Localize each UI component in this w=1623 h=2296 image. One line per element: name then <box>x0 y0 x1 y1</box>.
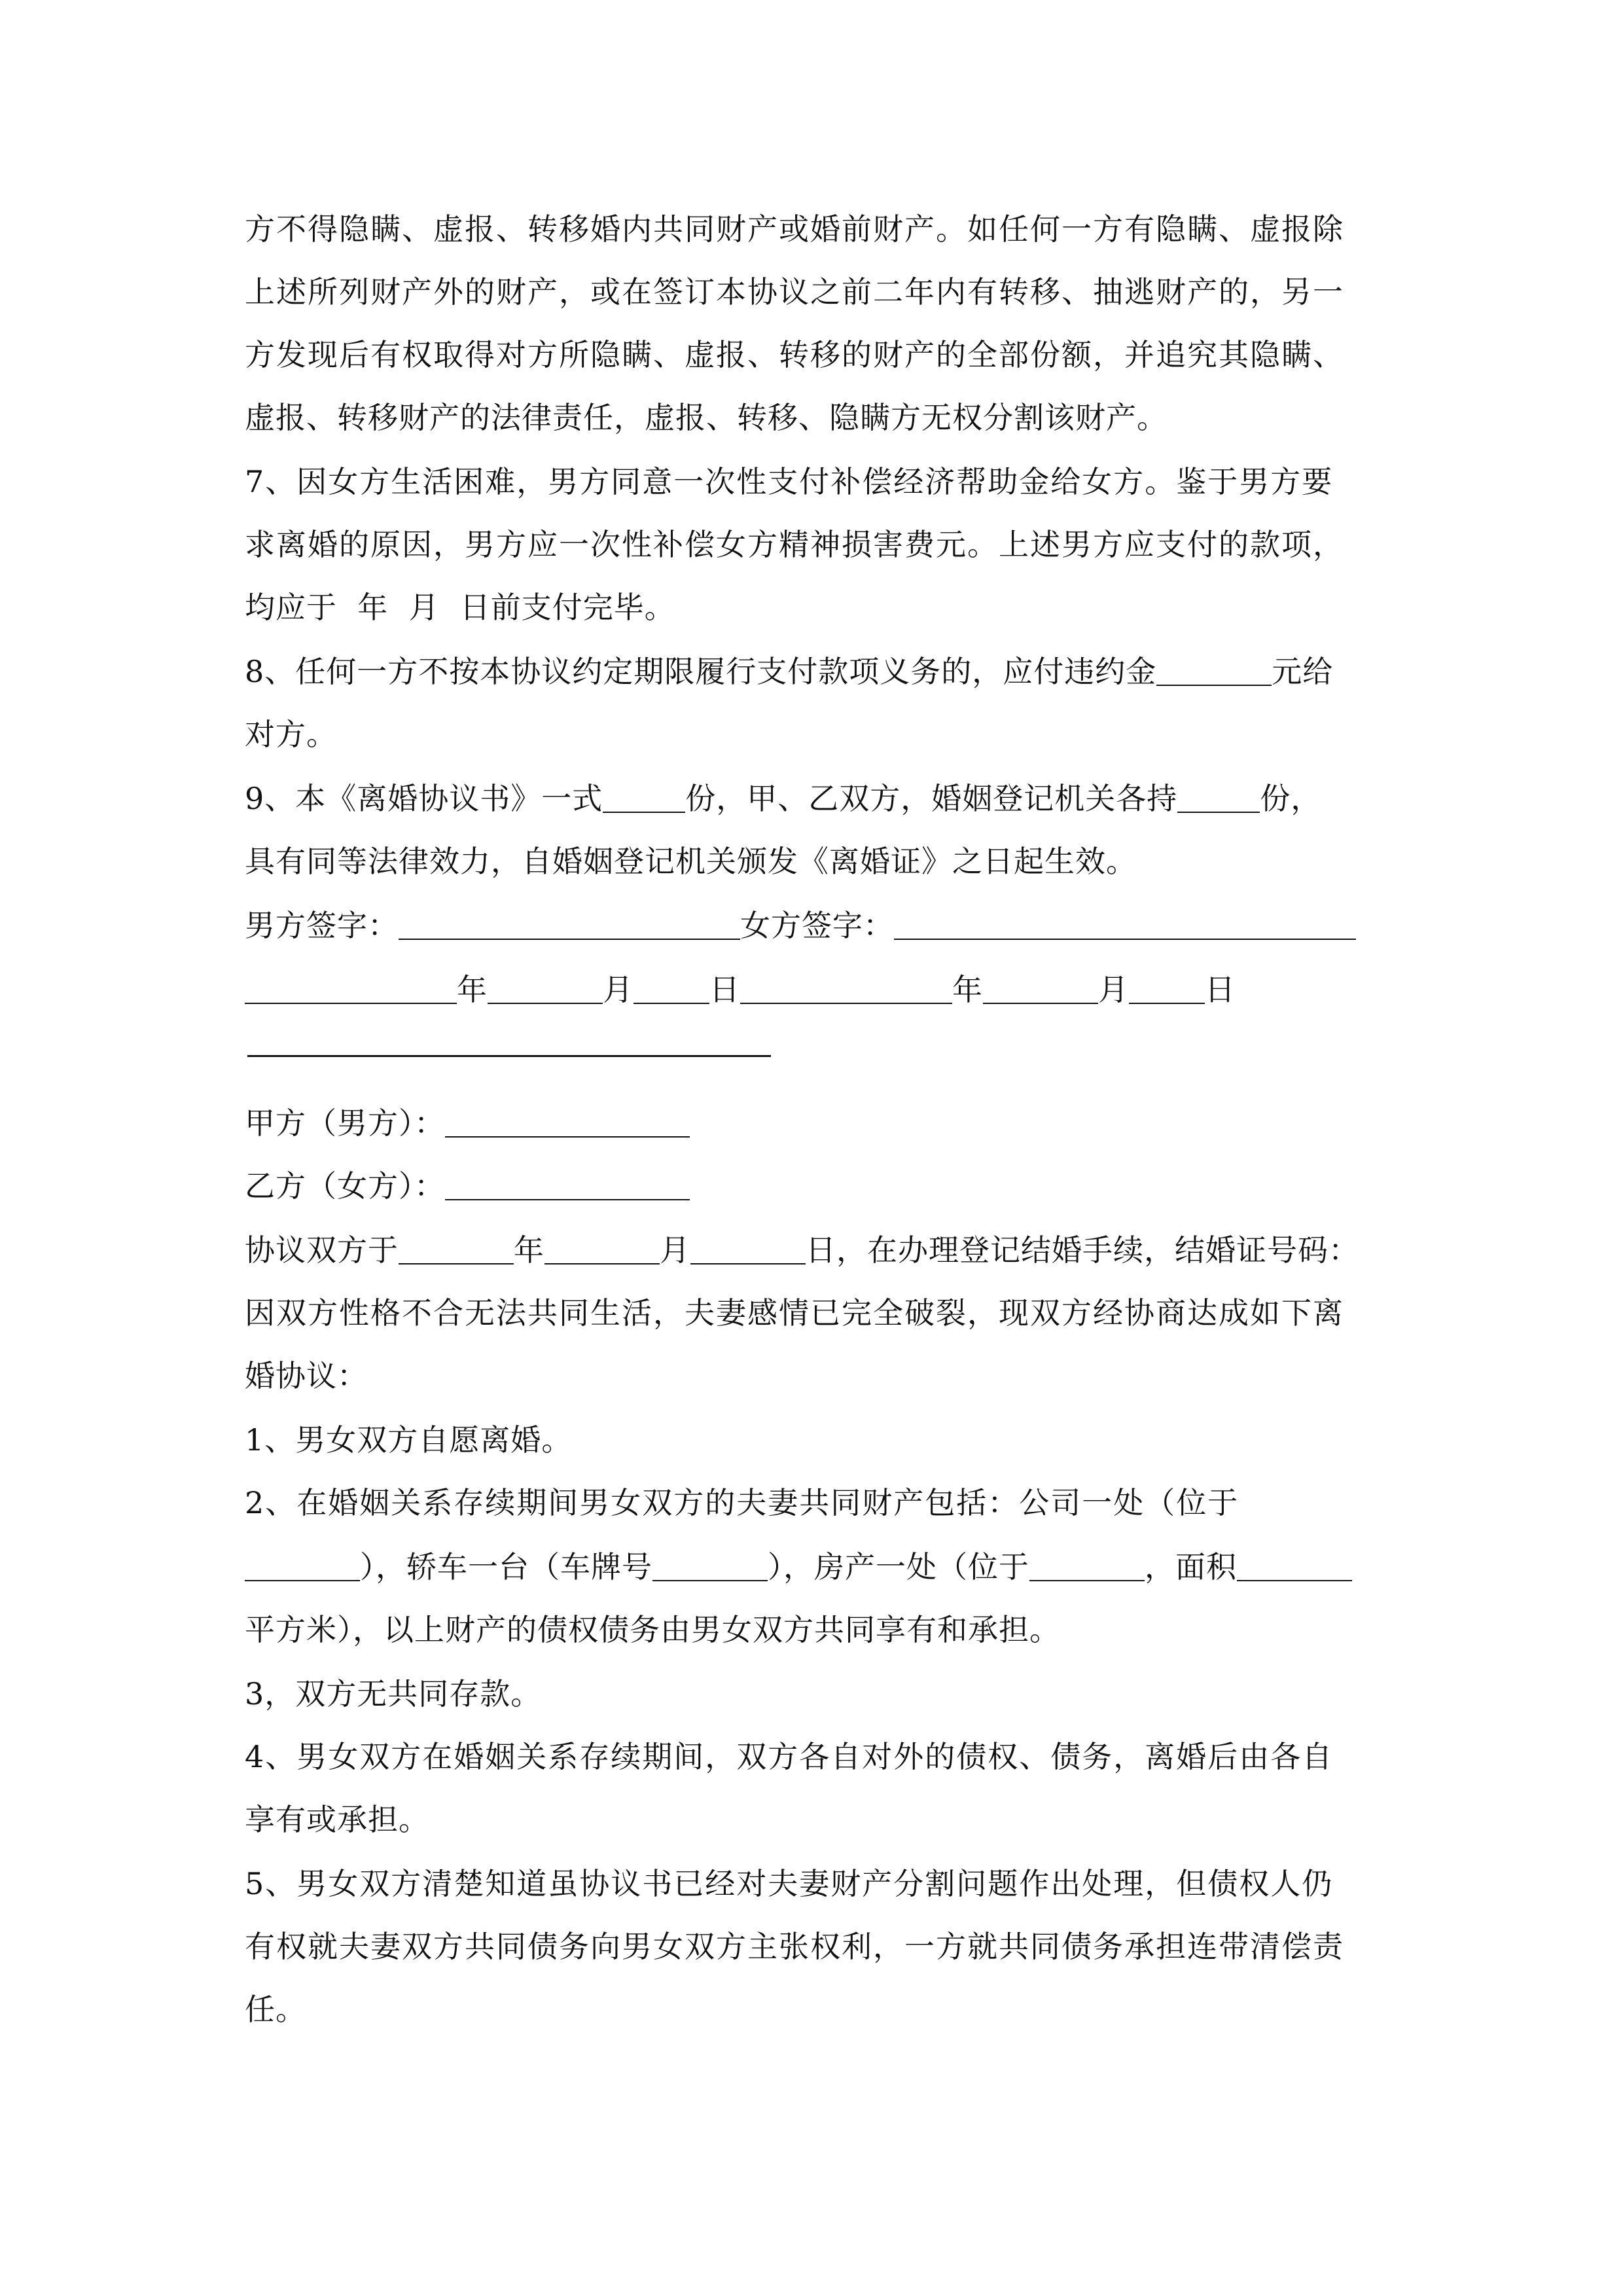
female-signature-blank[interactable] <box>894 908 1356 940</box>
day-label: 日 <box>709 972 740 1007</box>
text-line: 虚报、转移财产的法律责任，虚报、转移、隐瞒方无权分割该财产。 <box>245 400 1168 435</box>
day-label: 日 <box>1205 972 1236 1007</box>
male-month-blank[interactable] <box>488 973 603 1004</box>
clause-7: 7、因女方生活困难，男方同意一次性支付补偿经济帮助金给女方。鉴于男方要 <box>245 464 1334 499</box>
text-line: 享有或承担。 <box>245 1802 429 1837</box>
text-line: 平方米），以上财产的债权债务由男女双方共同享有和承担。 <box>245 1612 1060 1647</box>
text-line: 求离婚的原因，男方应一次性补偿女方精神损害费元。上述男方应支付的款项， <box>245 527 1344 562</box>
text-line: 具有同等法律效力，自婚姻登记机关颁发《离婚证》之日起生效。 <box>245 844 1137 879</box>
clause-2: 2、在婚姻关系存续期间男女双方的夫妻共同财产包括：公司一处（位于 <box>245 1485 1240 1520</box>
clause-9 <box>245 779 1321 818</box>
clause-8-suffix: 元给 <box>1272 654 1334 689</box>
party-b-label: 乙方（女方）： <box>245 1168 445 1204</box>
text-line: 有权就夫妻双方共同债务向男女双方主张权利，一方就共同债务承担连带清偿责 <box>245 1929 1344 1964</box>
signature-line <box>245 906 1356 945</box>
clause-8 <box>245 652 1333 691</box>
marriage-day-blank[interactable] <box>690 1233 806 1265</box>
property-line <box>245 1547 1352 1587</box>
penalty-amount-blank[interactable] <box>1156 655 1272 686</box>
marriage-month-blank[interactable] <box>544 1233 660 1265</box>
marriage-date-line <box>245 1230 1359 1270</box>
house-location-blank[interactable] <box>1029 1550 1145 1581</box>
copies-each-blank[interactable] <box>1177 781 1260 813</box>
year-label: 年 <box>514 1232 544 1268</box>
text-line: 均应于 年 月 日前支付完毕。 <box>245 590 675 625</box>
female-year-blank[interactable] <box>740 973 952 1004</box>
clause-8-text: 8、任何一方不按本协议约定期限履行支付款项义务的，应付违约金 <box>245 654 1157 689</box>
clause-9-mid: 份，甲、乙双方，婚姻登记机关各持 <box>685 781 1178 816</box>
signature-date-line <box>245 970 1236 1009</box>
text-line: 方发现后有权取得对方所隐瞒、虚报、转移的财产的全部份额，并追究其隐瞒、 <box>245 337 1344 372</box>
text-line: 对方。 <box>245 717 337 752</box>
month-label: 月 <box>603 972 633 1007</box>
male-signature-label: 男方签字： <box>245 908 399 943</box>
company-location-blank[interactable] <box>245 1550 360 1581</box>
party-a-name-blank[interactable] <box>445 1106 690 1138</box>
year-label: 年 <box>952 972 983 1007</box>
text-line: 任。 <box>245 1992 306 2027</box>
marriage-year-blank[interactable] <box>399 1233 514 1265</box>
copies-blank[interactable] <box>603 781 685 813</box>
area-text: ，面积 <box>1145 1549 1237 1585</box>
clause-9-text: 9、本《离婚协议书》一式 <box>245 781 603 816</box>
text-line: 婚协议： <box>245 1358 368 1393</box>
house-text: ），房产一处（位于 <box>768 1549 1029 1585</box>
marriage-date-suffix: 日，在办理登记结婚手续，结婚证号码： <box>806 1232 1359 1268</box>
plate-number-blank[interactable] <box>652 1550 768 1581</box>
party-a-label: 甲方（男方）： <box>245 1105 445 1141</box>
text-line: 因双方性格不合无法共同生活，夫妻感情已完全破裂，现双方经协商达成如下离 <box>245 1295 1344 1331</box>
house-area-blank[interactable] <box>1237 1550 1352 1581</box>
party-b-name-blank[interactable] <box>445 1169 690 1200</box>
clause-9-suffix: 份， <box>1260 781 1322 816</box>
clause-4: 4、男女双方在婚姻关系存续期间，双方各自对外的债权、债务，离婚后由各自 <box>245 1739 1334 1774</box>
text-line: 上述所列财产外的财产，或在签订本协议之前二年内有转移、抽逃财产的，另一 <box>245 274 1344 310</box>
male-year-blank[interactable] <box>245 973 457 1004</box>
female-day-blank[interactable] <box>1129 973 1205 1004</box>
year-label: 年 <box>457 972 488 1007</box>
party-a-line <box>245 1103 690 1143</box>
clause-5: 5、男女双方清楚知道虽协议书已经对夫妻财产分割问题作出处理，但债权人仍 <box>245 1866 1334 1901</box>
clause-3: 3，双方无共同存款。 <box>245 1676 542 1712</box>
car-text: ），轿车一台（车牌号 <box>360 1549 652 1585</box>
male-signature-blank[interactable] <box>399 908 740 940</box>
month-label: 月 <box>1098 972 1129 1007</box>
party-b-line <box>245 1166 690 1206</box>
section-divider <box>247 1055 771 1057</box>
clause-1: 1、男女双方自愿离婚。 <box>245 1422 573 1458</box>
female-signature-label: 女方签字： <box>740 908 894 943</box>
female-month-blank[interactable] <box>983 973 1098 1004</box>
month-label: 月 <box>660 1232 690 1268</box>
male-day-blank[interactable] <box>633 973 709 1004</box>
text-line: 方不得隐瞒、虚报、转移婚内共同财产或婚前财产。如任何一方有隐瞒、虚报除 <box>245 211 1344 247</box>
marriage-date-text: 协议双方于 <box>245 1232 399 1268</box>
